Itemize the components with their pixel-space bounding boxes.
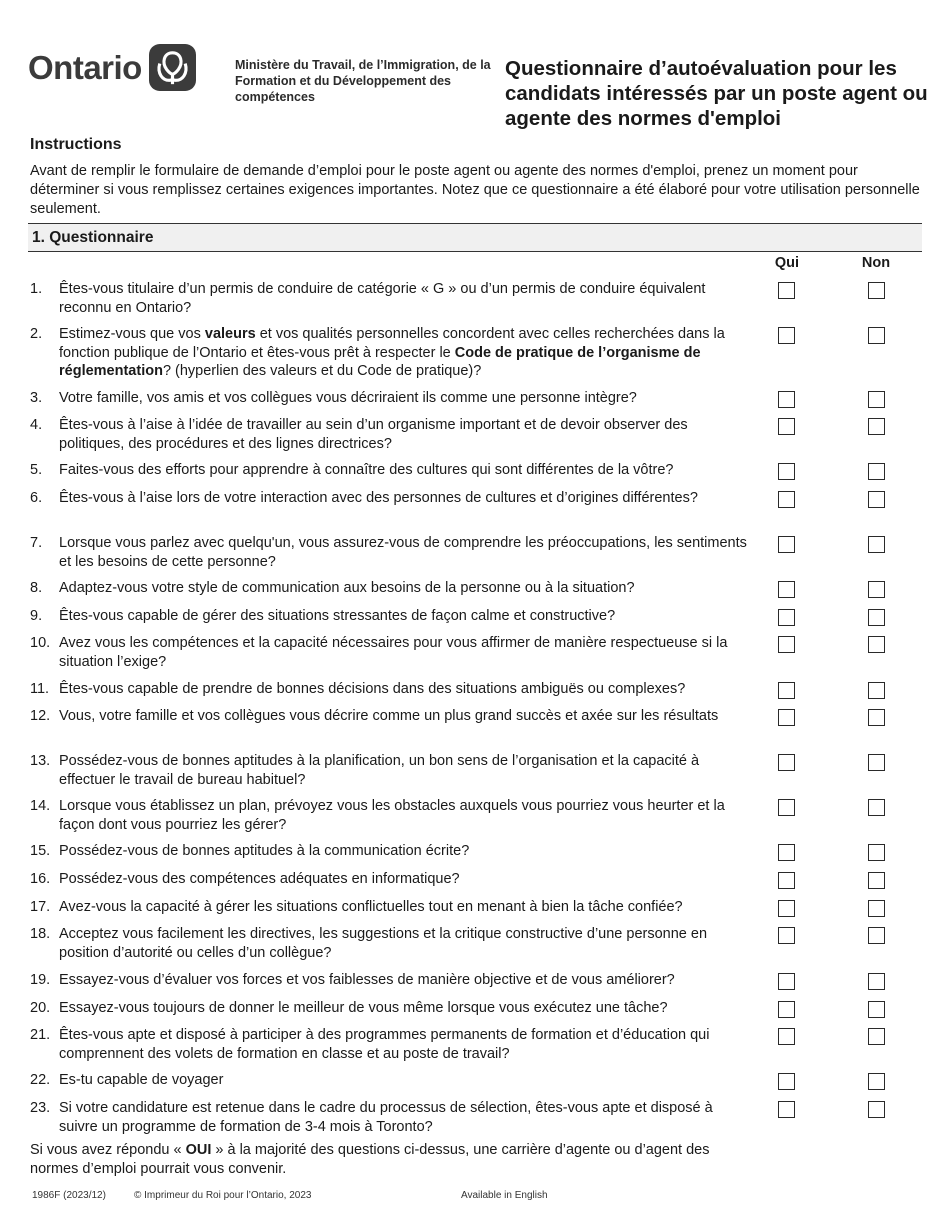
question-number: 12. [30,708,51,724]
checkbox-no[interactable] [868,1101,885,1118]
page-header [0,0,950,140]
question-row [30,325,930,379]
question-number: 9. [30,608,43,624]
question-number: 20. [30,1000,51,1016]
instructions-text: Avant de remplir le formulaire de demande d’emploi pour le poste agent ou agente des normes d'emploi, prenez un moment pour déterminer si vous remplissez certaines exigences importantes. Notez que ce questionnaire a été élaboré pour votre utilisation personnelle seulement. [30,163,920,217]
checkbox-no[interactable] [868,463,885,480]
question-number: 5. [30,462,43,478]
question-number: 16. [30,871,51,887]
checkbox-yes[interactable] [778,1028,795,1045]
question-row [30,707,930,747]
question-text: Acceptez vous facilement les directives, les suggestions et la critique constructive d’une personne en position d’autorité ou celles d’un collègue? [59,926,708,961]
checkbox-no[interactable] [868,609,885,626]
question-text: Êtes-vous capable de gérer des situations stressantes de façon calme et constructive? [59,608,616,624]
document-title: Questionnaire d’autoévaluation pour les candidats intéressés par un poste agent ou agente des normes d'emploi [505,57,928,130]
question-text: Faites-vous des efforts pour apprendre à connaître des cultures qui sont différentes de la vôtre? [59,462,674,478]
question-row [30,797,930,837]
question-text: Estimez-vous que vos valeurs et vos qualités personnelles concordent avec celles recherchées dans la fonction publique de l’Ontario et êtes-vous prêt à respecter le Code de pratique de l’organisme de réglementation? (hyperlien des valeurs et du Code de pratique)? [59,326,725,379]
question-number: 3. [30,390,43,406]
question-number: 18. [30,926,51,942]
checkbox-yes[interactable] [778,927,795,944]
checkbox-no[interactable] [868,282,885,299]
question-text: Êtes-vous titulaire d’un permis de conduire de catégorie « G » ou d’un permis de conduire équivalent reconnu en Ontario? [59,281,706,316]
question-text: Si votre candidature est retenue dans le cadre du processus de sélection, êtes-vous apte et disposé à suivre un programme de formation de 3-4 mois à Toronto? [59,1100,713,1135]
checkbox-no[interactable] [868,872,885,889]
question-text: Êtes-vous apte et disposé à participer à des programmes permanents de formation et d’éducation qui comprennent des volets de formation en classe et au poste de travail? [59,1027,710,1062]
question-row [30,634,930,674]
checkbox-no[interactable] [868,927,885,944]
question-number: 10. [30,635,51,651]
checkbox-no[interactable] [868,900,885,917]
question-number: 13. [30,753,51,769]
checkbox-yes[interactable] [778,491,795,508]
checkbox-yes[interactable] [778,327,795,344]
checkbox-yes[interactable] [778,391,795,408]
column-header-no: Non [861,255,891,271]
checkbox-no[interactable] [868,1028,885,1045]
question-number: 14. [30,798,51,814]
question-text: Êtes-vous capable de prendre de bonnes décisions dans des situations ambiguës ou complexes? [59,681,686,697]
question-row [30,1026,930,1066]
question-number: 8. [30,580,43,596]
checkbox-no[interactable] [868,391,885,408]
checkbox-yes[interactable] [778,754,795,771]
question-number: 4. [30,417,43,433]
instructions-heading: Instructions [30,136,122,153]
checkbox-no[interactable] [868,327,885,344]
question-number: 7. [30,535,43,551]
question-text: Possédez-vous des compétences adéquates en informatique? [59,871,460,887]
checkbox-yes[interactable] [778,282,795,299]
checkbox-yes[interactable] [778,872,795,889]
checkbox-yes[interactable] [778,581,795,598]
ministry-name: Ministère du Travail, de l’Immigration, de la Formation et du Développement des compétences [235,58,491,104]
checkbox-no[interactable] [868,1073,885,1090]
question-text: Es-tu capable de voyager [59,1072,224,1088]
closing-note: Si vous avez répondu « OUI » à la majorité des questions ci-dessus, une carrière d’agente ou d’agent des normes d’emploi pourrait vous convenir. [30,1142,710,1177]
checkbox-no[interactable] [868,636,885,653]
checkbox-yes[interactable] [778,1101,795,1118]
question-text: Vous, votre famille et vos collègues vous décrire comme un plus grand succès et axée sur les résultats [59,708,719,724]
checkbox-yes[interactable] [778,799,795,816]
checkbox-yes[interactable] [778,536,795,553]
closing-emphasis: OUI [185,1142,212,1158]
form-number: 1986F (2023/12) [32,1190,106,1201]
question-row [30,416,930,456]
checkbox-no[interactable] [868,682,885,699]
question-text: Votre famille, vos amis et vos collègues vous décriraient ils comme une personne intègre? [59,390,637,406]
checkbox-yes[interactable] [778,1073,795,1090]
question-number: 15. [30,843,51,859]
checkbox-no[interactable] [868,754,885,771]
question-number: 21. [30,1027,51,1043]
question-number: 2. [30,326,43,342]
checkbox-yes[interactable] [778,418,795,435]
question-number: 23. [30,1100,51,1116]
checkbox-yes[interactable] [778,709,795,726]
checkbox-no[interactable] [868,1001,885,1018]
checkbox-no[interactable] [868,418,885,435]
question-number: 22. [30,1072,51,1088]
checkbox-yes[interactable] [778,1001,795,1018]
checkbox-no[interactable] [868,709,885,726]
question-number: 1. [30,281,43,297]
checkbox-yes[interactable] [778,900,795,917]
question-row [30,1099,930,1139]
question-number: 11. [30,681,50,697]
checkbox-no[interactable] [868,799,885,816]
ontario-logo [28,44,196,91]
checkbox-no[interactable] [868,536,885,553]
language-availability: Available in English [461,1190,548,1201]
question-row [30,534,930,574]
checkbox-no[interactable] [868,581,885,598]
question-row [30,489,930,529]
question-number: 17. [30,899,51,915]
question-text: Adaptez-vous votre style de communication aux besoins de la personne ou à la situation? [59,580,635,596]
question-text: Avez vous les compétences et la capacité nécessaires pour vous affirmer de manière respectueuse si la situation l’exige? [59,635,728,670]
checkbox-yes[interactable] [778,844,795,861]
question-text: Lorsque vous parlez avec quelqu'un, vous assurez-vous de comprendre les préoccupations, les sentiments et les besoins de cette personne? [59,535,747,570]
question-text: Êtes-vous à l’aise lors de votre interaction avec des personnes de cultures et d’origines différentes? [59,490,698,506]
question-text: Lorsque vous établissez un plan, prévoyez vous les obstacles auxquels vous pourriez vous heurter et la façon dont vous pourriez les gérer? [59,798,725,833]
trillium-icon [149,44,196,91]
question-text: Possédez-vous de bonnes aptitudes à la communication écrite? [59,843,470,859]
logo-wordmark: Ontario [28,48,142,86]
section-title: 1. Questionnaire [32,229,154,246]
copyright-notice: © Imprimeur du Roi pour l’Ontario, 2023 [134,1190,312,1201]
question-number: 19. [30,972,51,988]
section-header [28,223,922,252]
question-row [30,752,930,792]
question-text: Essayez-vous toujours de donner le meilleur de vous même lorsque vous exécutez une tâche? [59,1000,668,1016]
checkbox-yes[interactable] [778,682,795,699]
question-text: Essayez-vous d’évaluer vos forces et vos faiblesses de manière objective et de vous améliorer? [59,972,675,988]
question-number: 6. [30,490,43,506]
checkbox-no[interactable] [868,844,885,861]
checkbox-no[interactable] [868,491,885,508]
question-text: Avez-vous la capacité à gérer les situations conflictuelles tout en menant à bien la tâche confiée? [59,899,683,915]
checkbox-yes[interactable] [778,636,795,653]
question-text: Êtes-vous à l’aise à l’idée de travailler au sein d’un organisme important et de devoir observer des politiques, des procédures et des lignes directrices? [59,417,688,452]
checkbox-yes[interactable] [778,973,795,990]
checkbox-yes[interactable] [778,609,795,626]
question-row [30,925,930,965]
question-text: Possédez-vous de bonnes aptitudes à la planification, un bon sens de l’organisation et la capacité à effectuer le travail de bureau habituel? [59,753,700,788]
question-row [30,280,930,320]
checkbox-no[interactable] [868,973,885,990]
column-header-yes: Qui [774,255,800,271]
checkbox-yes[interactable] [778,463,795,480]
